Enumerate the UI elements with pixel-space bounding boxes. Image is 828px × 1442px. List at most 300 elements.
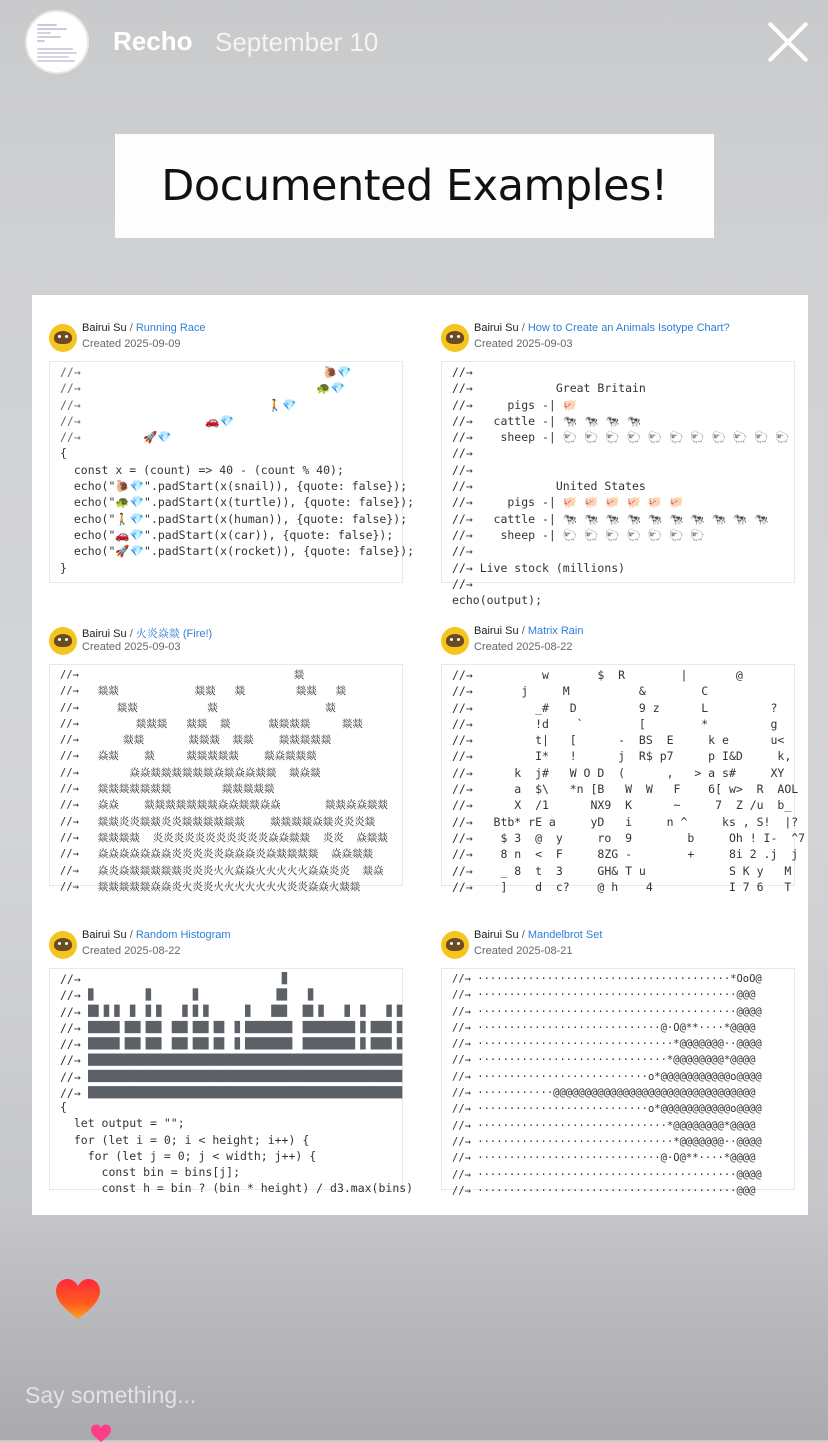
code-line: //→ 焱焱燚燚燚燚燚燚焱燚焱焱燚燚 燚焱燚 — [60, 766, 321, 779]
histogram-bar — [182, 1054, 188, 1066]
histogram-bar — [109, 1086, 115, 1098]
code-line: //→ j M & C — [452, 684, 709, 699]
histogram-bar — [255, 1037, 261, 1049]
histogram-bar — [397, 1086, 403, 1098]
code-line: for (let j = 0; j < width; j++) { — [60, 1148, 317, 1163]
histogram-bar — [292, 1086, 298, 1098]
histogram-bar — [297, 1054, 303, 1066]
histogram-bar — [219, 1086, 225, 1098]
author-avatar — [441, 324, 469, 352]
code-line: //→ ] d c? @ h 4 I 7 6 T — [452, 879, 792, 894]
histogram-bar — [156, 1070, 162, 1082]
histogram-bar — [198, 1070, 204, 1082]
code-block — [50, 1099, 414, 1197]
histogram-bar — [146, 1005, 152, 1017]
code-line: //→ 燚燚燚燚 炎炎炎炎炎炎炎炎炎炎炎焱焱燚燚 炎炎 焱燚燚 — [60, 831, 388, 844]
histogram-bar — [308, 1037, 314, 1049]
card-author[interactable]: Bairui Su — [474, 322, 519, 334]
histogram-bar — [313, 1086, 319, 1098]
card-title: Bairui Su / Running Race — [82, 322, 206, 334]
notebook-card-animals-isotype[interactable] — [441, 321, 795, 608]
histogram-bar — [119, 1086, 125, 1098]
code-line: //→ — [452, 576, 473, 591]
histogram-bar — [214, 1054, 220, 1066]
code-line: //→ Live stock (millions) — [452, 560, 626, 575]
histogram-bar — [250, 1086, 256, 1098]
histogram-bar — [287, 1037, 293, 1049]
histogram-bar — [376, 1021, 382, 1033]
code-line: //→ — [452, 462, 473, 477]
heart-icon[interactable] — [55, 1278, 101, 1320]
code-line: //→ ···························o*@@@@@@@@@@@o@@@@ — [452, 1070, 762, 1083]
histogram-bar — [386, 1086, 392, 1098]
code-block — [442, 969, 794, 1199]
histogram-bar — [198, 1086, 204, 1098]
histogram-bar — [125, 1086, 131, 1098]
code-line: //→ 燚燚 燚燚 燚 燚燚 燚 — [60, 685, 347, 698]
histogram-bar — [282, 1054, 288, 1066]
histogram-bar — [93, 1070, 99, 1082]
histogram-bar — [303, 1070, 309, 1082]
code-line: let output = ""; — [60, 1116, 185, 1131]
histogram-bar — [177, 1070, 183, 1082]
histogram-bar — [313, 1021, 319, 1033]
histogram-bar — [271, 1070, 277, 1082]
code-line: //→ ·········································@@@ — [452, 989, 756, 1002]
histogram-bar — [266, 1054, 272, 1066]
histogram-bar — [371, 1070, 377, 1082]
card-title: Bairui Su / Mandelbrot Set — [474, 929, 603, 941]
histogram-bar — [255, 1021, 261, 1033]
histogram-bar — [303, 1021, 309, 1033]
histogram-bar — [318, 1070, 324, 1082]
card-notebook-link[interactable]: Random Histogram — [135, 929, 231, 941]
histogram-bar — [135, 1037, 141, 1049]
histogram-bar — [386, 1005, 392, 1017]
histogram-bar — [344, 1021, 350, 1033]
histogram-bar — [324, 1070, 330, 1082]
histogram-bar — [240, 1070, 246, 1082]
histogram-bar — [109, 1054, 115, 1066]
card-title: Bairui Su / How to Create an Animals Isotype Chart? — [474, 322, 730, 334]
histogram-bar — [172, 1037, 178, 1049]
code-preview[interactable] — [49, 361, 415, 583]
histogram-bar — [130, 1021, 136, 1033]
histogram-bar — [193, 1054, 199, 1066]
code-line: //→ 🚀💎 — [60, 430, 172, 445]
code-line: //→ 焱燚 燚 燚燚燚燚燚 燚焱燚燚燚 — [60, 750, 317, 763]
histogram-bar — [308, 1054, 314, 1066]
histogram-bar — [292, 1070, 298, 1082]
histogram-bar — [146, 1054, 152, 1066]
histogram-bar — [282, 1070, 288, 1082]
histogram-bar — [392, 1086, 398, 1098]
histogram-bar — [282, 1005, 288, 1017]
histogram-bar — [324, 1037, 330, 1049]
code-line: //→ ······························*@@@@@@@@*@@@@ — [452, 1119, 756, 1132]
code-line: //→ 燚燚 燚 燚 — [60, 701, 336, 714]
histogram-bar — [276, 988, 282, 1000]
histogram-bar — [88, 1037, 94, 1049]
histogram-bar — [182, 1070, 188, 1082]
histogram-bar — [287, 1086, 293, 1098]
banner — [115, 134, 714, 238]
code-line: //→ _# D 9 z L ? — [452, 700, 778, 715]
histogram-bar — [282, 1021, 288, 1033]
code-line: //→ 🚗💎 — [60, 413, 235, 428]
histogram-bar — [303, 1054, 309, 1066]
histogram-bar — [187, 1070, 193, 1082]
author-avatar — [49, 627, 77, 655]
histogram-bar — [187, 1054, 193, 1066]
histogram-bar — [255, 1086, 261, 1098]
histogram-bar — [135, 1054, 141, 1066]
histogram-bar — [271, 1021, 277, 1033]
histogram-bar — [203, 1037, 209, 1049]
card-notebook-link[interactable]: Matrix Rain — [527, 625, 584, 637]
histogram-bar — [161, 1070, 167, 1082]
histogram-bar — [371, 1086, 377, 1098]
code-block — [50, 665, 402, 895]
card-author[interactable]: Bairui Su — [474, 929, 519, 941]
histogram-bar — [381, 1054, 387, 1066]
histogram-bar — [334, 1037, 340, 1049]
histogram-bar — [381, 1086, 387, 1098]
histogram-bar — [355, 1054, 361, 1066]
histogram-bar — [156, 1037, 162, 1049]
histogram-bar — [245, 1054, 251, 1066]
histogram-bar — [98, 1086, 104, 1098]
histogram-bar — [344, 1037, 350, 1049]
code-line: //→ 燚燚炎炎燚燚炎炎燚燚燚燚燚燚 燚燚燚燚焱燚炎炎炎燚 — [60, 815, 376, 828]
histogram-bar — [344, 1005, 350, 1017]
histogram-bar — [98, 1037, 104, 1049]
histogram-bar — [193, 1005, 199, 1017]
histogram-bar — [146, 1021, 152, 1033]
histogram-bar — [172, 1070, 178, 1082]
histogram-bar — [350, 1086, 356, 1098]
histogram-bar — [303, 1037, 309, 1049]
card-notebook-link[interactable]: 火炎焱燚 (Fire!) — [135, 628, 213, 640]
histogram-bar — [339, 1037, 345, 1049]
histogram-bar — [114, 1037, 120, 1049]
histogram-bar — [104, 1021, 110, 1033]
histogram-bar — [119, 1054, 125, 1066]
profile-avatar[interactable] — [25, 10, 89, 74]
histogram-bar — [261, 1070, 267, 1082]
histogram-bar — [334, 1070, 340, 1082]
histogram-bar — [214, 1070, 220, 1082]
histogram-bar — [130, 1037, 136, 1049]
histogram-bar — [365, 1086, 371, 1098]
code-line: { — [60, 1100, 67, 1114]
code-line: //→ ·······························*@@@@@@@··@@@@ — [452, 1135, 762, 1148]
code-line: //→ !d ` [ * g — [452, 716, 778, 731]
histogram-bar — [318, 1005, 324, 1017]
histogram-bar — [125, 1054, 131, 1066]
histogram-bar — [276, 1070, 282, 1082]
histogram-bar — [172, 1054, 178, 1066]
histogram-bar — [318, 1021, 324, 1033]
notebook-card-running-race[interactable] — [49, 321, 415, 583]
code-line: //→ 燚燚燚燚燚燚燚 燚燚燚燚燚 — [60, 783, 275, 796]
histogram-bar — [386, 1037, 392, 1049]
card-author[interactable]: Bairui Su — [82, 322, 127, 334]
histogram-bar — [193, 1070, 199, 1082]
code-preview[interactable] — [441, 664, 806, 894]
histogram-bar — [381, 1070, 387, 1082]
histogram-bar — [93, 1005, 99, 1017]
histogram-bar — [187, 1086, 193, 1098]
code-line: //→ Great Britain — [452, 381, 646, 396]
code-line: //→ ·····························@·O@**····*@@@@ — [452, 1021, 756, 1034]
histogram-bar — [397, 1054, 403, 1066]
histogram-bar — [104, 1005, 110, 1017]
author-avatar — [441, 627, 469, 655]
notebook-card-matrix-rain[interactable] — [441, 624, 806, 894]
histogram-bar — [125, 1021, 131, 1033]
histogram-bar — [177, 1054, 183, 1066]
code-preview[interactable] — [49, 664, 403, 893]
code-line: //→ cattle -| 🐄 🐄 🐄 🐄 — [452, 413, 641, 428]
histogram-bar — [182, 1086, 188, 1098]
code-line: //→ cattle -| 🐄 🐄 🐄 🐄 🐄 🐄 🐄 🐄 🐄 🐄 — [452, 511, 769, 526]
histogram-bar — [386, 1054, 392, 1066]
code-block — [442, 665, 806, 895]
code-line: //→ _ 8 t 3 GH& T u S K y M — [452, 863, 792, 878]
histogram-bar — [109, 1037, 115, 1049]
histogram-bar — [376, 1037, 382, 1049]
histogram-bar — [329, 1054, 335, 1066]
notebook-card-mandelbrot[interactable] — [441, 928, 795, 1197]
histogram-bar — [114, 1005, 120, 1017]
histogram-bar — [360, 1005, 366, 1017]
histogram-bar — [146, 1037, 152, 1049]
histogram-bar — [109, 1070, 115, 1082]
histogram-bar — [339, 1086, 345, 1098]
histogram-bar — [308, 1086, 314, 1098]
histogram-bar — [255, 1070, 261, 1082]
histogram-bar — [287, 1054, 293, 1066]
histogram-bar — [161, 1054, 167, 1066]
mini-heart-icon — [90, 1424, 112, 1442]
histogram-bar — [329, 1070, 335, 1082]
histogram-bar — [355, 1086, 361, 1098]
code-line: const x = (count) => 40 - (count % 40); — [60, 462, 344, 477]
histogram-bar — [329, 1086, 335, 1098]
code-preview[interactable] — [441, 968, 795, 1197]
code-line: //→ $ 3 @ y ro 9 b Oh ! I- ^7 — [452, 830, 806, 845]
histogram-bar — [151, 1086, 157, 1098]
histogram-bar — [245, 1086, 251, 1098]
histogram-bar — [203, 1054, 209, 1066]
card-created: Created 2025-09-03 — [474, 338, 573, 350]
histogram-bar — [245, 1005, 251, 1017]
histogram-bar — [392, 1054, 398, 1066]
card-created: Created 2025-08-22 — [474, 641, 573, 653]
histogram-bar — [245, 1021, 251, 1033]
histogram-bar — [376, 1086, 382, 1098]
histogram-bar — [250, 1021, 256, 1033]
histogram-bar — [203, 1005, 209, 1017]
banner-title: Documented Examples! — [161, 161, 668, 211]
histogram-bar — [266, 1021, 272, 1033]
histogram-bar — [114, 1021, 120, 1033]
code-line: //→ 燚燚燚燚燚焱焱炎火炎炎火火火火火火火炎炎焱焱火燚燚 — [60, 880, 361, 893]
notebook-card-fire[interactable] — [49, 624, 403, 893]
histogram-bar — [360, 1021, 366, 1033]
author-avatar — [49, 324, 77, 352]
histogram-bar — [308, 988, 314, 1000]
histogram-bar — [193, 1037, 199, 1049]
histogram-bar — [125, 1037, 131, 1049]
histogram-bar — [114, 1086, 120, 1098]
histogram-bar — [250, 1070, 256, 1082]
histogram-bar — [167, 1054, 173, 1066]
histogram-bar — [334, 1086, 340, 1098]
histogram-bar — [167, 1086, 173, 1098]
histogram-bar — [397, 1021, 403, 1033]
code-line: echo("🚶💎".padStart(x(human)), {quote: false}); — [60, 511, 408, 526]
histogram-bar — [156, 1086, 162, 1098]
code-preview[interactable] — [441, 361, 795, 608]
card-author[interactable]: Bairui Su — [82, 628, 127, 640]
histogram-bar — [276, 1005, 282, 1017]
card-author[interactable]: Bairui Su — [82, 929, 127, 941]
histogram-bar — [282, 972, 288, 984]
histogram-bar — [271, 1005, 277, 1017]
histogram-bar — [98, 1070, 104, 1082]
code-line: //→ ······························*@@@@@@@@*@@@@ — [452, 1054, 756, 1067]
notebook-card-random-histogram[interactable] — [49, 928, 414, 1196]
histogram-bar — [140, 1086, 146, 1098]
histogram-bar — [161, 1086, 167, 1098]
histogram-bar — [386, 1070, 392, 1082]
histogram-bar — [93, 1086, 99, 1098]
code-line: //→ 🐌💎 — [60, 365, 352, 379]
histogram-prefix: //→ //→ //→ //→ //→ //→ //→ //→ — [60, 972, 81, 1101]
histogram-bar — [98, 1054, 104, 1066]
histogram-bar — [240, 1086, 246, 1098]
histogram-bar — [214, 1021, 220, 1033]
histogram-bar — [271, 1037, 277, 1049]
histogram-bar — [172, 1021, 178, 1033]
code-line: //→ 🚶💎 — [60, 397, 297, 412]
histogram-bar — [255, 1054, 261, 1066]
histogram-bar — [88, 1070, 94, 1082]
histogram-bar — [282, 988, 288, 1000]
histogram-bar — [114, 1054, 120, 1066]
histogram-bar — [329, 1021, 335, 1033]
code-preview[interactable] — [49, 968, 414, 1196]
histogram-bar — [235, 1037, 241, 1049]
code-line: //→ 燚 — [60, 669, 305, 681]
histogram-bar — [276, 1037, 282, 1049]
histogram-bar — [130, 1070, 136, 1082]
histogram-bar — [219, 1037, 225, 1049]
histogram-bar — [208, 1086, 214, 1098]
histogram-bar — [135, 1070, 141, 1082]
code-line: //→ sheep -| 🐑 🐑 🐑 🐑 🐑 🐑 🐑 🐑 🐑 🐑 🐑 — [452, 430, 790, 445]
histogram-bar — [386, 1021, 392, 1033]
histogram-bar — [104, 1037, 110, 1049]
histogram-bar — [198, 1037, 204, 1049]
histogram-bar — [371, 1054, 377, 1066]
code-line: //→ ·····························@·O@**····*@@@@ — [452, 1152, 756, 1165]
card-notebook-link[interactable]: How to Create an Animals Isotype Chart? — [527, 322, 730, 334]
close-icon[interactable] — [766, 20, 810, 64]
histogram-bar — [266, 1070, 272, 1082]
histogram-bar — [219, 1054, 225, 1066]
code-line: //→ 8 n < F 8ZG - + 8i 2 .j j — [452, 847, 799, 862]
histogram-bar — [151, 1021, 157, 1033]
story-date: September 10 — [215, 27, 379, 57]
histogram-bar — [365, 1054, 371, 1066]
histogram-bar — [350, 1070, 356, 1082]
card-notebook-link[interactable]: Running Race — [135, 322, 206, 334]
histogram-bar — [297, 1070, 303, 1082]
app-name[interactable]: Recho — [113, 26, 193, 56]
histogram-bar — [203, 1021, 209, 1033]
histogram-bar — [151, 1037, 157, 1049]
histogram-bar — [397, 1005, 403, 1017]
histogram-bar — [308, 1005, 314, 1017]
comment-input[interactable]: Say something... — [25, 1382, 197, 1408]
histogram-bar — [360, 1054, 366, 1066]
card-created: Created 2025-09-03 — [82, 641, 181, 653]
histogram-bar — [339, 1021, 345, 1033]
histogram-bar — [261, 1054, 267, 1066]
code-line: //→ 焱焱焱焱焱焱焱炎炎炎炎炎焱焱焱炎焱燚燚燚燚 焱焱燚燚 — [60, 848, 374, 861]
code-line: //→ United States — [452, 479, 646, 494]
histogram-bar — [392, 1070, 398, 1082]
histogram-bar — [365, 1070, 371, 1082]
code-line: //→ pigs -| 🐖 🐖 🐖 🐖 🐖 🐖 — [452, 495, 684, 510]
author-avatar — [441, 931, 469, 959]
histogram-bar — [88, 1054, 94, 1066]
histogram-bar — [88, 988, 94, 1000]
card-notebook-link[interactable]: Mandelbrot Set — [527, 929, 603, 941]
histogram-bar — [98, 1021, 104, 1033]
notebook-gallery — [32, 295, 808, 1215]
histogram-bar — [224, 1054, 230, 1066]
histogram-bar — [245, 1037, 251, 1049]
histogram-bar — [360, 1070, 366, 1082]
code-line: echo(output); — [452, 593, 543, 608]
code-line: echo("🚗💎".padStart(x(car)), {quote: false}); — [60, 527, 394, 542]
histogram-bar — [198, 1021, 204, 1033]
histogram-bar — [203, 1070, 209, 1082]
card-created: Created 2025-08-22 — [82, 945, 181, 957]
code-line: //→ X /1 NX9 K ~ 7 Z /u b_ — [452, 798, 792, 813]
histogram-bar — [329, 1037, 335, 1049]
histogram-bar — [276, 1086, 282, 1098]
histogram-bar — [135, 1021, 141, 1033]
histogram-bar — [151, 1054, 157, 1066]
histogram-bar — [360, 1037, 366, 1049]
code-line: //→ I* ! j R$ p7 p I&D k, — [452, 749, 792, 764]
histogram-bar — [182, 1037, 188, 1049]
card-author[interactable]: Bairui Su — [474, 625, 519, 637]
histogram-bar — [261, 1021, 267, 1033]
histogram-bar — [140, 1070, 146, 1082]
histogram-bar — [146, 1086, 152, 1098]
code-line: echo("🐢💎".padStart(x(turtle)), {quote: false}); — [60, 495, 415, 510]
histogram-bar — [313, 1054, 319, 1066]
histogram-bar — [324, 1086, 330, 1098]
code-line: //→ ·········································@@@@ — [452, 1168, 762, 1181]
card-created: Created 2025-08-21 — [474, 945, 573, 957]
